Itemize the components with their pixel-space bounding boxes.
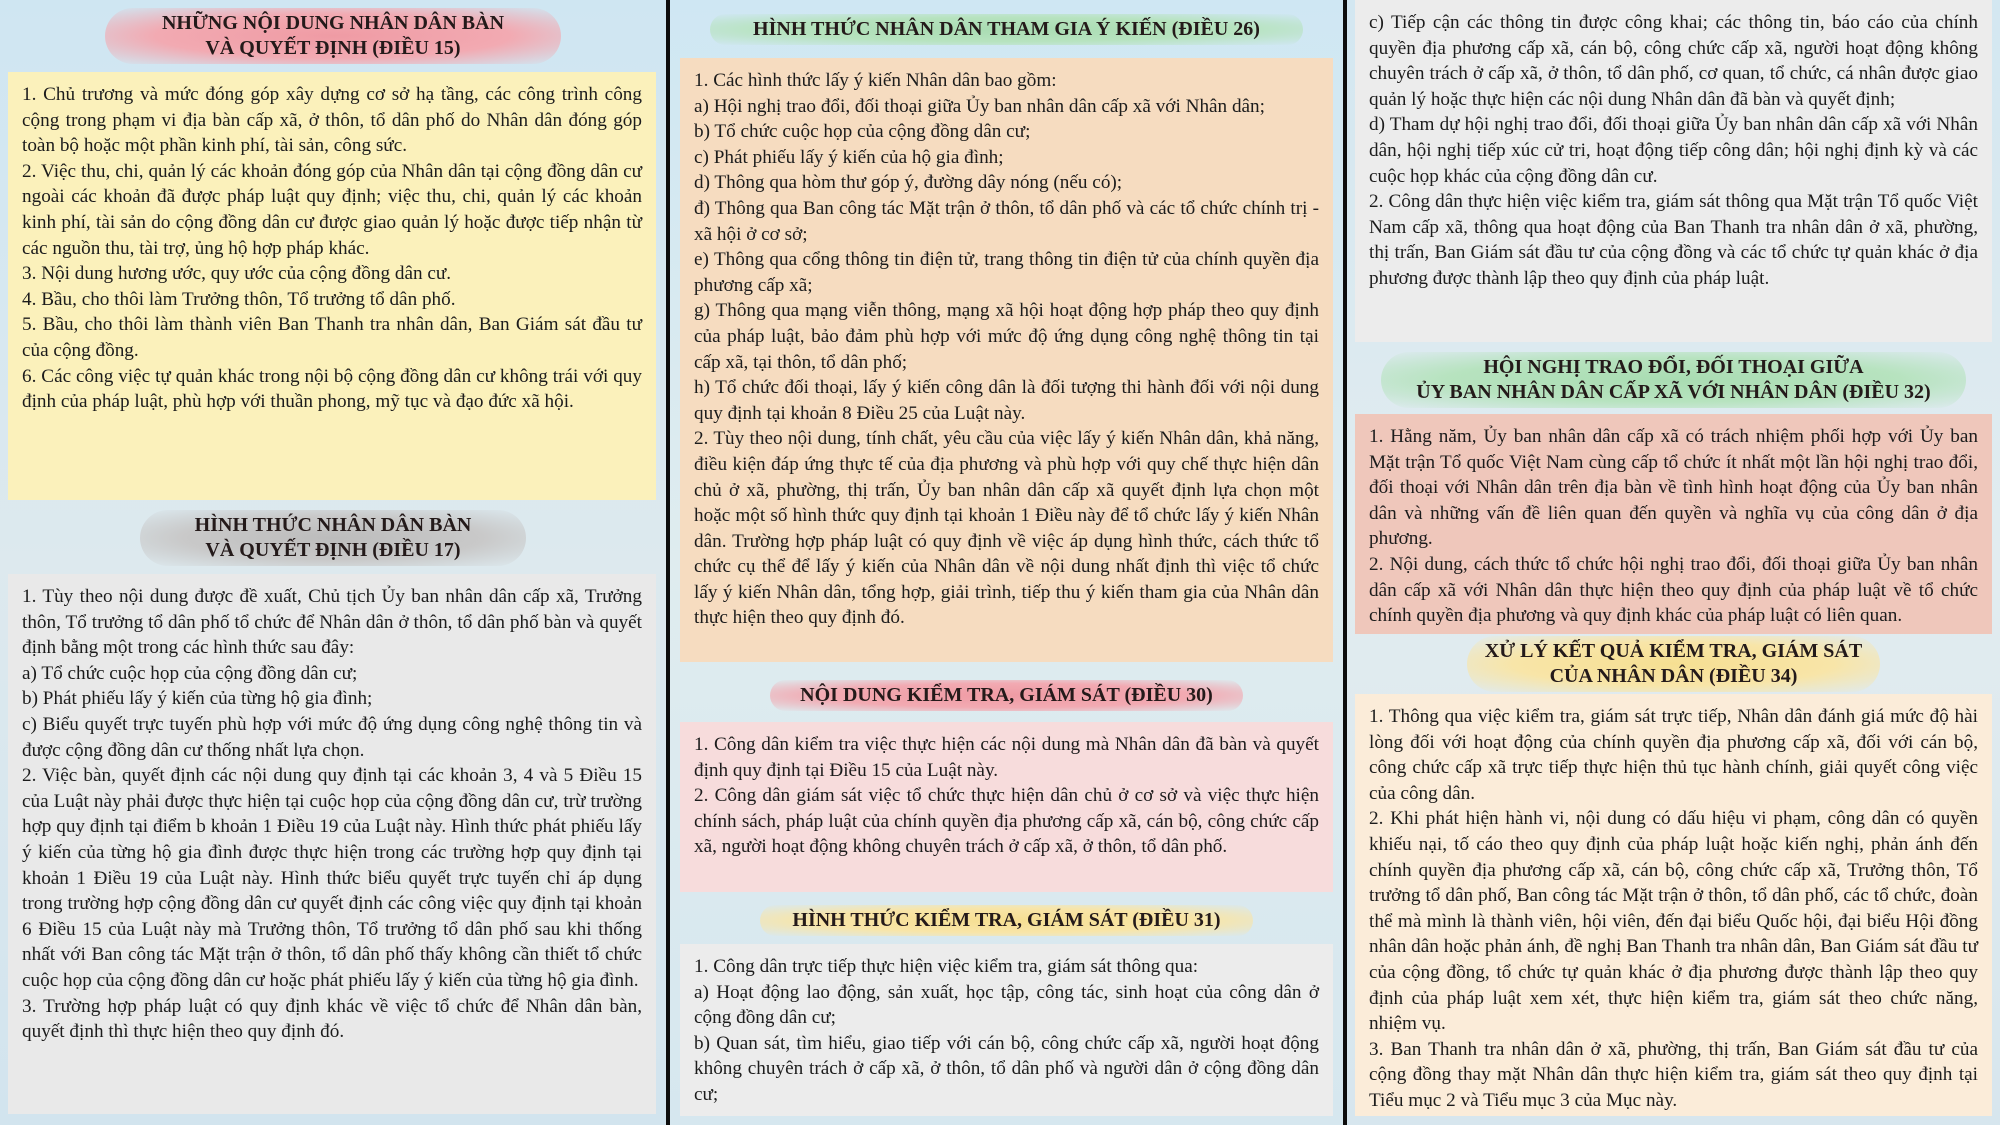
paragraph: 3. Nội dung hương ước, quy ước của cộng đồng dân cư. [22, 263, 452, 285]
section-dieu-31-continued [1355, 0, 1992, 342]
heading-line: VÀ QUYẾT ĐỊNH (ĐIỀU 17) [205, 539, 461, 561]
section-dieu-15 [8, 72, 656, 500]
paragraph: 4. Bầu, cho thôi làm Trưởng thôn, Tổ trưởng tổ dân phố. [22, 288, 456, 310]
column-3 [1347, 0, 2000, 1125]
column-1 [0, 0, 666, 1125]
paragraph: c) Phát phiếu lấy ý kiến của hộ gia đình; [694, 146, 1004, 168]
section-dieu-31 [680, 944, 1333, 1116]
paragraph: 2. Công dân giám sát việc tổ chức thực hiện dân chủ ở cơ sở và việc thực hiện chính sách, pháp luật của chính quyền địa phương cấp xã, cán bộ, công chức cấp xã, người hoạt động không chuyên trách ở cấp xã, ở thôn, tổ dân phố. [694, 785, 1319, 858]
paragraph: b) Tổ chức cuộc họp của cộng đồng dân cư; [694, 121, 1031, 143]
heading-dieu-30 [770, 680, 1243, 711]
section-dieu-26 [680, 58, 1333, 662]
heading-line: CỦA NHÂN DÂN (ĐIỀU 34) [1549, 665, 1798, 687]
paragraph: 3. Ban Thanh tra nhân dân ở xã, phường, thị trấn, Ban Giám sát đầu tư của cộng đồng thay mặt Nhân dân thực hiện kiểm tra, giám sát theo quy định tại Tiểu mục 2 và Tiểu mục 3 của Mục này. [1369, 1038, 1978, 1111]
paragraph: a) Tổ chức cuộc họp của cộng đồng dân cư; [22, 662, 358, 684]
paragraph: a) Hội nghị trao đổi, đối thoại giữa Ủy ban nhân dân cấp xã với Nhân dân; [694, 95, 1265, 117]
paragraph: 5. Bầu, cho thôi làm thành viên Ban Thanh tra nhân dân, Ban Giám sát đầu tư của cộng đồng. [22, 314, 642, 361]
section-dieu-34 [1355, 694, 1992, 1116]
heading-dieu-34 [1467, 636, 1880, 692]
heading-line: VÀ QUYẾT ĐỊNH (ĐIỀU 15) [205, 37, 461, 59]
column-2 [670, 0, 1343, 1125]
section-dieu-30 [680, 722, 1333, 892]
paragraph: 1. Chủ trương và mức đóng góp xây dựng cơ sở hạ tầng, các công trình công cộng trong phạm vi địa bàn cấp xã, ở thôn, tổ dân phố do Nhân dân đóng góp toàn bộ hoặc một phần kinh phí, tài sản, công sức. [22, 84, 642, 157]
heading-dieu-26 [710, 14, 1303, 45]
heading-line: HỘI NGHỊ TRAO ĐỔI, ĐỐI THOẠI GIỮA [1483, 356, 1864, 378]
paragraph: 2. Nội dung, cách thức tổ chức hội nghị trao đổi, đối thoại giữa Ủy ban nhân dân cấp xã với Nhân dân thực hiện theo quy định của pháp luật về tổ chức chính quyền địa phương và quy định khác của pháp luật có liên quan. [1369, 553, 1978, 627]
heading-line: ỦY BAN NHÂN DÂN CẤP XÃ VỚI NHÂN DÂN (ĐIỀU 32) [1416, 381, 1931, 403]
paragraph: 2. Việc thu, chi, quản lý các khoản đóng góp của Nhân dân tại cộng đồng dân cư ngoài các khoản đã được pháp luật quy định; việc thu, chi, quản lý các khoản kinh phí, tài sản do cộng đồng dân cư được giao quản lý hoặc được tiếp nhận từ các nguồn thu, tài trợ, ủng hộ hợp pháp khác. [22, 160, 642, 259]
paragraph: c) Biểu quyết trực tuyến phù hợp với mức độ ứng dụng công nghệ thông tin và được cộng đồng dân cư thống nhất lựa chọn. [22, 713, 642, 761]
paragraph: h) Tổ chức đối thoại, lấy ý kiến công dân là đối tượng thi hành đối với nội dung quy định tại khoản 8 Điều 25 của Luật này. [694, 377, 1319, 424]
heading-dieu-31 [760, 905, 1253, 936]
paragraph: 1. Công dân kiểm tra việc thực hiện các nội dung mà Nhân dân đã bàn và quyết định quy định tại Điều 15 của Luật này. [694, 734, 1319, 781]
paragraph: c) Tiếp cận các thông tin được công khai; các thông tin, báo cáo của chính quyền địa phương cấp xã, cán bộ, công chức cấp xã, người hoạt động không chuyên trách ở cấp xã, ở thôn, tổ dân phố, cơ quan, tổ chức, cá nhân được giao quản lý hoặc thực hiện các nội dung Nhân dân đã bàn và quyết định; [1369, 12, 1978, 110]
paragraph: 1. Hằng năm, Ủy ban nhân dân cấp xã có trách nhiệm phối hợp với Ủy ban Mặt trận Tổ quốc Việt Nam cùng cấp tổ chức ít nhất một lần hội nghị trao đổi, đối thoại với Nhân dân trên địa bàn về tình hình hoạt động của Ủy ban nhân dân và những vấn đề liên quan đến quyền và nghĩa vụ của công dân ở địa phương. [1369, 426, 1978, 550]
paragraph: d) Thông qua hòm thư góp ý, đường dây nóng (nếu có); [694, 172, 1123, 194]
paragraph: e) Thông qua cổng thông tin điện tử, trang thông tin điện tử của chính quyền địa phương cấp xã; [694, 249, 1319, 296]
paragraph: 1. Thông qua việc kiểm tra, giám sát trực tiếp, Nhân dân đánh giá mức độ hài lòng đối với hoạt động của chính quyền địa phương cấp xã, đối với cán bộ, công chức cấp xã trực tiếp thực hiện thủ tục hành chính, giải quyết công việc của công dân. [1369, 706, 1978, 804]
paragraph: b) Phát phiếu lấy ý kiến của từng hộ gia đình; [22, 688, 373, 710]
paragraph: 2. Việc bàn, quyết định các nội dung quy định tại các khoản 3, 4 và 5 Điều 15 của Luật này phải được thực hiện tại cuộc họp của cộng đồng dân cư, trừ trường hợp quy định tại điểm b khoản 1 Điều 19 của Luật này. Hình thức phát phiếu lấy ý kiến của từng hộ gia đình được thực hiện trong các trường hợp quy định tại khoản 1 Điều 19 của Luật này. Hình thức biểu quyết trực tuyến chỉ áp dụng trong trường hợp cộng đồng dân cư quyết định các công việc quy định tại khoản 6 Điều 15 của Luật này mà Trưởng thôn, Tổ trưởng tổ dân phố sau khi thống nhất với Ban công tác Mặt trận ở thôn, tổ dân phố thấy không cần thiết tổ chức cuộc họp của cộng đồng dân cư hoặc phát phiếu lấy ý kiến của từng hộ gia đình. [22, 765, 642, 991]
paragraph: g) Thông qua mạng viễn thông, mạng xã hội hoạt động hợp pháp theo quy định của pháp luật, bảo đảm phù hợp với mức độ ứng dụng công nghệ thông tin tại cấp xã, tại thôn, tổ dân phố; [694, 300, 1319, 373]
heading-dieu-17 [140, 510, 526, 566]
heading-line: NHỮNG NỘI DUNG NHÂN DÂN BÀN [161, 12, 505, 34]
heading-line: XỬ LÝ KẾT QUẢ KIỂM TRA, GIÁM SÁT [1484, 640, 1863, 662]
paragraph: d) Tham dự hội nghị trao đổi, đối thoại giữa Ủy ban nhân dân cấp xã với Nhân dân, hội nghị tiếp xúc cử tri, hoạt động tiếp công dân; hội nghị định kỳ và các cuộc họp khác của cộng đồng dân cư. [1369, 114, 1978, 187]
paragraph: 2. Công dân thực hiện việc kiểm tra, giám sát thông qua Mặt trận Tổ quốc Việt Nam cấp xã, thông qua hoạt động của Ban Thanh tra nhân dân ở xã, phường, thị trấn, Ban Giám sát đầu tư của cộng đồng và các tổ chức tự quản khác ở địa phương được thành lập theo quy định của pháp luật. [1369, 191, 1978, 289]
heading-dieu-32 [1381, 352, 1966, 408]
paragraph: đ) Thông qua Ban công tác Mặt trận ở thôn, tổ dân phố và các tổ chức chính trị - xã hội ở cơ sở; [694, 197, 1319, 245]
heading-line: HÌNH THỨC KIỂM TRA, GIÁM SÁT (ĐIỀU 31) [792, 909, 1221, 931]
paragraph: 2. Tùy theo nội dung, tính chất, yêu cầu của việc lấy ý kiến Nhân dân, khả năng, điều kiện đáp ứng thực tế của địa phương và phù hợp với quy chế thực hiện dân chủ ở xã, phường, thị trấn, Ủy ban nhân dân cấp xã quyết định lựa chọn một hoặc một số hình thức quy định tại khoản 1 Điều này để tổ chức lấy ý kiến Nhân dân. Trường hợp pháp luật có quy định về việc áp dụng hình thức, cách thức tổ chức cụ thể để lấy ý kiến của Nhân dân về nội dung nhất định thì việc tổ chức lấy ý kiến Nhân dân, tổng hợp, giải trình, tiếp thu ý kiến tham gia của Nhân dân thực hiện theo quy định đó. [694, 428, 1319, 629]
paragraph: 3. Trường hợp pháp luật có quy định khác về việc tổ chức để Nhân dân bàn, quyết định thì thực hiện theo quy định đó. [22, 995, 642, 1043]
paragraph: 2. Khi phát hiện hành vi, nội dung có dấu hiệu vi phạm, công dân có quyền khiếu nại, tố cáo theo quy định của pháp luật hoặc kiến nghị, phản ánh đến chính quyền địa phương cấp xã, cán bộ, công chức cấp xã, Trưởng thôn, Tổ trưởng tổ dân phố, Ban công tác Mặt trận ở thôn, tổ dân phố, các tổ chức, đoàn thể mà mình là thành viên, hội viên, đến đại biểu Quốc hội, đại biểu Hội đồng nhân dân hoặc phản ánh, đề nghị Ban Thanh tra nhân dân, Ban Giám sát đầu tư của cộng đồng, tổ chức tự quản khác ở địa phương được thành lập theo quy định của pháp luật xem xét, thực hiện kiểm tra, giám sát theo chức năng, nhiệm vụ. [1369, 808, 1978, 1035]
section-dieu-17 [8, 574, 656, 1114]
heading-line: HÌNH THỨC NHÂN DÂN BÀN [194, 514, 472, 536]
heading-dieu-15 [105, 8, 561, 64]
paragraph: b) Quan sát, tìm hiểu, giao tiếp với cán bộ, công chức cấp xã, người hoạt động không chuyên trách ở cấp xã, ở thôn, tổ dân phố và người dân ở cộng đồng dân cư; [694, 1032, 1319, 1105]
paragraph: 1. Tùy theo nội dung được đề xuất, Chủ tịch Ủy ban nhân dân cấp xã, Trưởng thôn, Tổ trưởng tổ dân phố tổ chức để Nhân dân ở thôn, tổ dân phố bàn và quyết định bằng một trong các hình thức sau đây: [22, 586, 642, 659]
section-dieu-32 [1355, 414, 1992, 634]
paragraph: 1. Công dân trực tiếp thực hiện việc kiểm tra, giám sát thông qua: [694, 956, 1199, 977]
heading-line: HÌNH THỨC NHÂN DÂN THAM GIA Ý KIẾN (ĐIỀU 26) [753, 18, 1260, 40]
paragraph: 1. Các hình thức lấy ý kiến Nhân dân bao gồm: [694, 70, 1057, 91]
paragraph: a) Hoạt động lao động, sản xuất, học tập, công tác, sinh hoạt của công dân ở cộng đồng dân cư; [694, 981, 1319, 1029]
heading-line: NỘI DUNG KIỂM TRA, GIÁM SÁT (ĐIỀU 30) [800, 684, 1213, 706]
paragraph: 6. Các công việc tự quản khác trong nội bộ cộng đồng dân cư không trái với quy định của pháp luật, phù hợp với thuần phong, mỹ tục và đạo đức xã hội. [22, 365, 642, 413]
